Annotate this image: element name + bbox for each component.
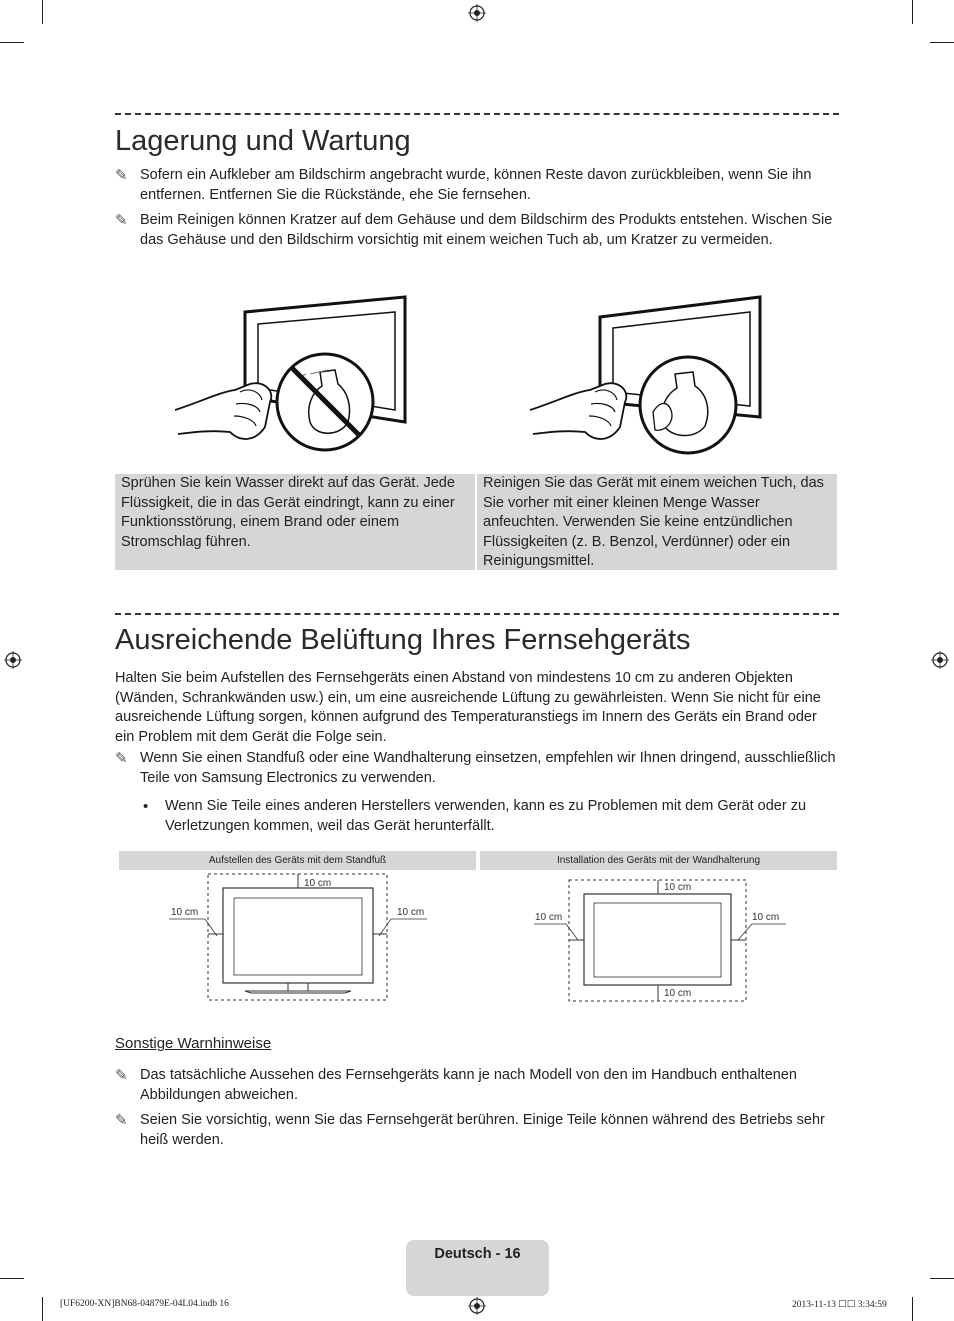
pencil-note-icon: ✎: [115, 750, 128, 767]
note-text: Wenn Sie einen Standfuß oder eine Wandhalterung einsetzen, empfehlen wir Ihnen dringend, ausschließlich Teile von Samsung Electronics zu verwenden.: [140, 750, 836, 786]
registration-mark-icon: [4, 651, 22, 669]
crop-mark: [0, 1278, 24, 1279]
caption-no-spray: Sprühen Sie kein Wasser direkt auf das Gerät. Jede Flüssigkeit, die in das Gerät eindringt, kann zu einer Funktionsstörung, einem Brand oder einem Stromschlag führen.: [115, 474, 475, 570]
diagram-stand: [119, 872, 476, 1002]
print-info-right: 2013-11-13 ☐☐ 3:34:59: [792, 1300, 887, 1310]
crop-mark: [930, 1278, 954, 1279]
note-text: Das tatsächliche Aussehen des Fernsehgeräts kann je nach Modell von den im Handbuch enthaltenen Abbildungen abweichen.: [140, 1067, 797, 1103]
pencil-note-icon: ✎: [115, 167, 128, 184]
note-samsung-parts: [115, 749, 840, 788]
crop-mark: [42, 0, 43, 24]
note-hot-parts: [115, 1111, 840, 1150]
gap-label-left: 10 cm: [171, 907, 199, 918]
section-divider: [115, 113, 839, 115]
section-title-storage: Lagerung und Wartung: [115, 125, 411, 157]
registration-mark-icon: [468, 4, 486, 22]
pencil-note-icon: ✎: [115, 212, 128, 229]
bullet-other-manufacturer: [143, 797, 840, 836]
crop-mark: [930, 42, 954, 43]
gap-label-top: 10 cm: [304, 878, 332, 889]
section-divider: [115, 613, 839, 615]
crop-mark: [912, 0, 913, 24]
gap-label-right: 10 cm: [752, 912, 780, 923]
crop-mark: [912, 1297, 913, 1321]
bullet-text: Wenn Sie Teile eines anderen Herstellers verwenden, kann es zu Problemen mit dem Gerät oder zu Verletzungen kommen, weil das Gerät herunterfällt.: [165, 798, 807, 834]
gap-label-bottom: 10 cm: [664, 988, 692, 999]
crop-mark: [0, 42, 24, 43]
print-info-left: [UF6200-XN]BN68-04879E-04L04.indb 16: [60, 1299, 229, 1309]
diagram-title-wallmount: Installation des Geräts mit der Wandhalterung: [480, 851, 837, 870]
crop-mark: [42, 1297, 43, 1321]
pencil-note-icon: ✎: [115, 1112, 128, 1129]
note-text: Beim Reinigen können Kratzer auf dem Gehäuse und dem Bildschirm des Produkts entstehen. Wischen Sie das Gehäuse und den Bildschirm vorsichtig mit einem weichen Tuch ab, um Kratzer zu vermeiden.: [140, 212, 833, 248]
diagram-wallmount: [480, 872, 837, 1004]
gap-label-top: 10 cm: [664, 882, 692, 893]
ventilation-intro: Halten Sie beim Aufstellen des Fernsehgeräts einen Abstand von mindestens 10 cm zu anderen Objekten (Wänden, Schrankwänden usw.) ein, um eine ausreichende Lüftung zu gewährleisten. Wenn Sie nicht für eine ausreichende Lüftung sorgen, können aufgrund des Temperaturanstiegs im Innern des Geräts ein Brand oder ein Problem mit dem Gerät die Folge sein.: [115, 670, 821, 745]
gap-label-right: 10 cm: [397, 907, 425, 918]
illustration-wipe-cloth: [525, 292, 765, 462]
registration-mark-icon: [931, 651, 949, 669]
note-sticker: [115, 166, 840, 205]
gap-label-left: 10 cm: [535, 912, 563, 923]
diagram-title-stand: Aufstellen des Geräts mit dem Standfuß: [119, 851, 476, 870]
illustration-no-spray: [170, 292, 410, 462]
pencil-note-icon: ✎: [115, 1067, 128, 1084]
page-number-label: Deutsch - 16: [434, 1246, 521, 1262]
caption-wipe-cloth: Reinigen Sie das Gerät mit einem weichen Tuch, das Sie vorher mit einer kleinen Menge Wasser anfeuchten. Verwenden Sie keine entzündlichen Flüssigkeiten (z. B. Benzol, Verdünner) oder ein Reinigungsmittel.: [477, 474, 837, 570]
registration-mark-icon: [468, 1297, 486, 1315]
section-title-ventilation: Ausreichende Belüftung Ihres Fernsehgeräts: [115, 624, 691, 656]
note-scratches: [115, 211, 840, 250]
subsection-title-warnings: Sonstige Warnhinweise: [115, 1035, 272, 1052]
note-text: Sofern ein Aufkleber am Bildschirm angebracht wurde, können Reste davon zurückbleiben, wenn Sie ihn entfernen. Entfernen Sie die Rückstände, ehe Sie fernsehen.: [140, 167, 812, 203]
bullet-dot: •: [143, 798, 149, 815]
note-appearance: [115, 1066, 840, 1105]
note-text: Seien Sie vorsichtig, wenn Sie das Fernsehgerät berühren. Einige Teile können während des Betriebs sehr heiß werden.: [140, 1112, 825, 1148]
